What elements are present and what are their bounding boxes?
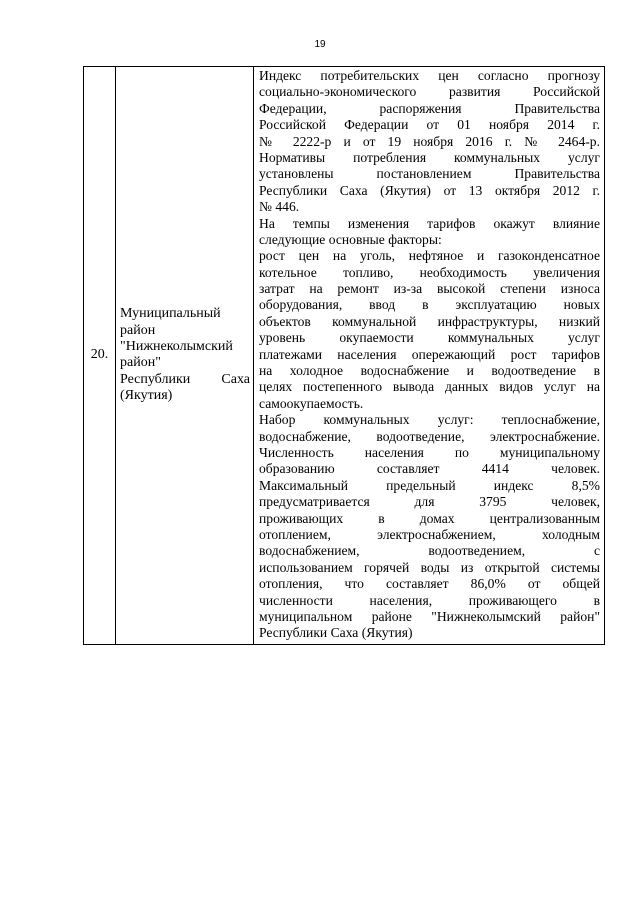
- description-line: платежами населения опережающий рост тарифов: [259, 346, 600, 362]
- description-line: социально-экономического развития Российской: [259, 84, 600, 100]
- description-line: установлены постановлением Правительства: [259, 166, 600, 182]
- row-number: 20.: [84, 67, 116, 645]
- description-cell: [254, 67, 605, 645]
- description-line: самоокупаемость.: [259, 395, 364, 411]
- description-line: уровень окупаемости коммунальных услуг: [259, 330, 600, 346]
- description-line: На темпы изменения тарифов окажут влияние: [259, 215, 600, 231]
- description-line: котельное топливо, необходимость увеличения: [259, 264, 600, 280]
- description-line: Индекс потребительских цен согласно прогнозу: [259, 68, 600, 83]
- description-line: № 2222-р и от 19 ноября 2016 г. № 2464-р.: [259, 133, 600, 149]
- description-line: затрат на ремонт из-за высокой степени износа: [259, 281, 600, 297]
- municipality-name-cell: [116, 67, 254, 645]
- municipality-name-line: (Якутия): [120, 388, 173, 404]
- description-line: водоснабжение, водоотведение, электроснабжение.: [259, 428, 600, 444]
- description-line: образованию составляет 4414 человек.: [259, 461, 600, 477]
- description-line: отоплением, электроснабжением, холодным: [259, 526, 600, 542]
- description-line: отопления, что составляет 86,0% от общей: [259, 576, 600, 592]
- municipality-name-line: Республики Саха: [120, 371, 250, 387]
- description-line: оборудования, ввод в эксплуатацию новых: [259, 297, 600, 313]
- description-line: использованием горячей воды из открытой системы: [259, 559, 600, 575]
- table-row: [84, 67, 605, 645]
- description-line: проживающих в домах централизованным: [259, 510, 600, 526]
- description-line: Максимальный предельный индекс 8,5%: [259, 477, 600, 493]
- description-line: муниципальном районе "Нижнеколымский район": [259, 608, 600, 624]
- description-line: Нормативы потребления коммунальных услуг: [259, 149, 600, 165]
- description-line: Республики Саха (Якутия) от 13 октября 2012 г.: [259, 182, 600, 198]
- municipality-name-line: район": [120, 355, 161, 371]
- description-line: Федерации, распоряжения Правительства: [259, 100, 600, 116]
- tariff-table: [83, 66, 605, 645]
- description-line: целях постепенного вывода данных видов услуг на: [259, 379, 600, 395]
- description-line: водоснабжением, водоотведением, с: [259, 543, 600, 559]
- description-line: Набор коммунальных услуг: теплоснабжение,: [259, 412, 600, 428]
- municipality-name-line: Муниципальный: [120, 306, 221, 322]
- description-line: Численность населения по муниципальному: [259, 444, 600, 460]
- page-number: 19: [314, 39, 326, 50]
- description-line: на холодное водоснабжение и водоотведение в: [259, 363, 600, 379]
- description-line: рост цен на уголь, нефтяное и газоконденсатное: [259, 248, 600, 264]
- municipality-name-line: "Нижнеколымский: [120, 338, 233, 354]
- description-line: Российской Федерации от 01 ноября 2014 г.: [259, 117, 600, 133]
- description-line: численности населения, проживающего в: [259, 592, 600, 608]
- description-line: предусматривается для 3795 человек,: [259, 494, 600, 510]
- municipality-name-line: район: [120, 322, 156, 338]
- description-line: № 446.: [259, 199, 300, 215]
- description-line: Республики Саха (Якутия): [259, 625, 413, 641]
- description-line: объектов коммунальной инфраструктуры, низкий: [259, 313, 600, 329]
- description-line: следующие основные факторы:: [259, 231, 442, 247]
